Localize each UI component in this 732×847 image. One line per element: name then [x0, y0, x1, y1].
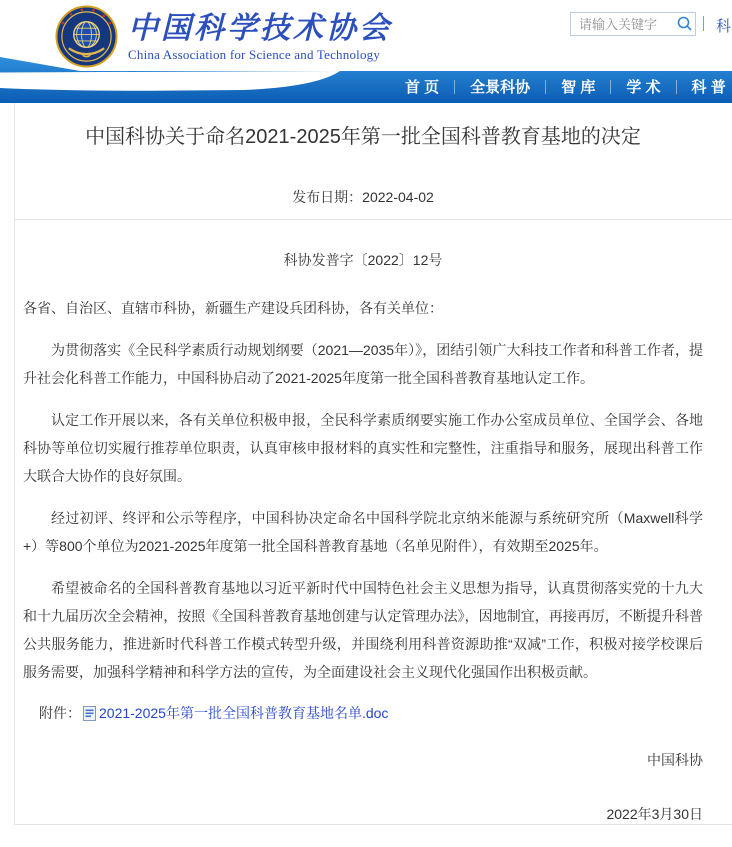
article-body	[23, 250, 703, 824]
doc-icon[interactable]	[83, 706, 96, 721]
nav-separator	[545, 80, 546, 94]
nav-separator	[610, 80, 611, 94]
title-divider	[15, 219, 732, 220]
nav-separator	[676, 80, 677, 94]
sign-date: 2022年3月30日	[606, 806, 703, 822]
nav-item-academic[interactable]: 学 术	[626, 79, 661, 96]
nav-separator	[454, 80, 455, 94]
header-divider	[703, 16, 704, 31]
article-title: 中国科协关于命名2021-2025年第一批全国科普教育基地的决定	[85, 126, 641, 148]
attachment-row	[23, 702, 703, 724]
search-icon[interactable]	[675, 15, 695, 33]
nav-item-panorama[interactable]: 全景科协	[470, 79, 531, 96]
search-input[interactable]	[571, 17, 675, 32]
content-box	[14, 102, 732, 825]
attachment-link[interactable]: 2021-2025年第一批全国科普教育基地名单.doc	[99, 705, 389, 721]
header-right-link[interactable]: 科	[716, 18, 732, 35]
article-paragraph: 为贯彻落实《全民科学素质行动规划纲要（2021—2035年）》，团结引领广大科技工作者和科普工作者，提升社会化科普工作能力，中国科协启动了2021-2025年度第一批全国科普教育基地认定工作。	[23, 342, 703, 386]
salutation: 各省、自治区、直辖市科协，新疆生产建设兵团科协，各有关单位：	[23, 300, 443, 316]
site-title-cn: 中国科学技术协会	[128, 12, 392, 45]
search-box	[570, 12, 696, 36]
site-title-en: China Association for Science and Technology	[128, 47, 381, 62]
doc-number: 科协发普字〔2022〕12号	[283, 252, 443, 268]
nav-item-home[interactable]: 首 页	[405, 79, 440, 96]
signature: 中国科协	[647, 752, 703, 768]
article-paragraph: 认定工作开展以来，各有关单位积极申报，全民科学素质纲要实施工作办公室成员单位、全国学会、各地科协等单位切实履行推荐单位职责，认真审核申报材料的真实性和完整性，注重指导和服务，展现出科普工作大联合大协作的良好氛围。	[23, 412, 703, 484]
publish-date: 发布日期：2022-04-02	[292, 189, 434, 205]
nav-item-thinktank[interactable]: 智 库	[561, 79, 596, 96]
main-nav	[0, 70, 732, 103]
attachment-label: 附件：	[39, 705, 81, 721]
article-header	[23, 123, 703, 207]
article-paragraph: 经过初评、终评和公示等程序，中国科协决定命名中国科学院北京纳米能源与系统研究所（Maxwell科学+）等800个单位为2021-2025年度第一批全国科普教育基地（名单见附件），有效期至2025年。	[23, 510, 703, 554]
nav-item-science-popularization[interactable]: 科 普	[691, 79, 726, 96]
article-paragraph: 希望被命名的全国科普教育基地以习近平新时代中国特色社会主义思想为指导，认真贯彻落实党的十九大和十九届历次全会精神，按照《全国科普教育基地创建与认定管理办法》，因地制宜，再接再厉，不断提升科普公共服务能力，推进新时代科普工作模式转型升级，并围绕利用科普资源助推“双减”工作，积极对接学校课后服务需要，加强科学精神和科学方法的宣传，为全面建设社会主义现代化强国作出积极贡献。	[23, 580, 703, 680]
